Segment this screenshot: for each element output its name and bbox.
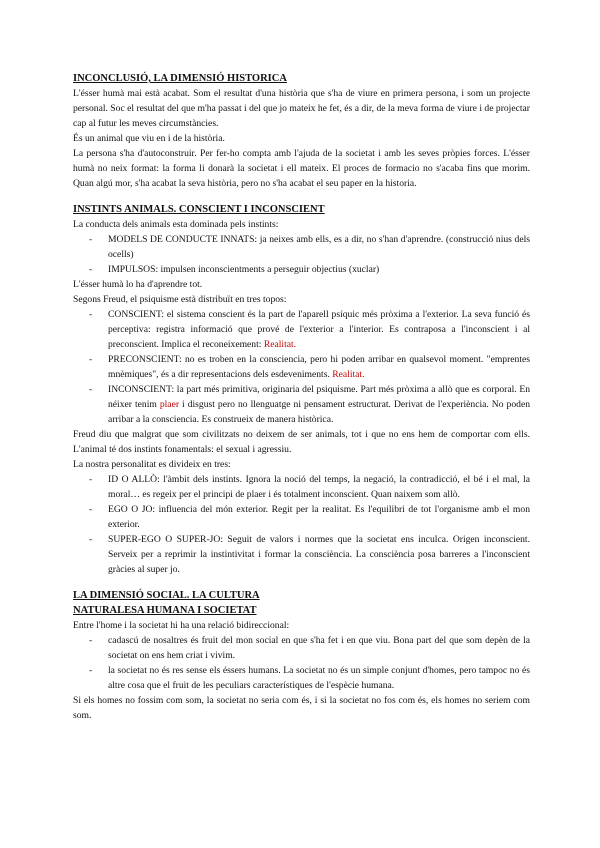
personalitat-list: [73, 472, 530, 577]
paragraph: La nostra personalitat es divideix en tres:: [73, 459, 231, 470]
section-subtitle-naturalesa: NATURALESA HUMANA I SOCIETAT: [73, 605, 257, 616]
paragraph: Segons Freud, el psiquisme està distribuït en tres topos:: [73, 294, 287, 305]
highlight-text: Realitat.: [332, 369, 365, 380]
list-item-preconscient: [73, 352, 530, 382]
list-item: - IMPULSOS: impulsen inconscientments a perseguir objectius (xuclar): [73, 262, 530, 277]
list-item: - MODELS DE CONDUCTE INNATS: ja neixes amb ells, es a dir, no s'han d'aprendre. (construcció nius dels ocells): [73, 232, 530, 262]
item-text: CONSCIENT: el sistema conscient és la part de l'aparell psíquic més pròxima a l'exterior. La seva funció és perceptiva: registra informació que prové de l'exterior a l'interior. Es contraposa a l'inconscient i al preconscient. Implica el reconeixement:: [108, 309, 530, 350]
document-page: [73, 71, 530, 723]
highlight-text: plaer: [159, 399, 180, 410]
paragraph: Entre l'home i la societat hi ha una relació bidireccional:: [73, 620, 290, 631]
list-item: - EGO O JO: influencia del món exterior. Regit per la realitat. Es l'equilibri de tot l'organisme amb el mon exterior.: [73, 502, 530, 532]
section-title-instints: INSTINTS ANIMALS. CONSCIENT I INCONSCIENT: [73, 204, 325, 215]
paragraph: La conducta dels animals esta dominada pels instints:: [73, 219, 279, 230]
paragraph: La persona s'ha d'autoconstruir. Per fer-ho compta amb l'ajuda de la societat i amb les seves pròpies forces. L'ésser humà no neix format: la forma li donarà la societat i ell mateix. El proces de formacio no s'acaba fins que morim. Quan algú mor, s'ha acabat la seva història, pero no s'ha acabat el seu paper en la historia.: [73, 148, 530, 189]
highlight-text: Realitat.: [263, 339, 297, 350]
relacio-list: [73, 633, 530, 693]
list-item: - la societat no és res sense els éssers humans. La societat no és un simple conjunt d'homes, pero tampoc no és altre cosa que el fruit de les peculiars característiques de l'espècie humana.: [73, 663, 530, 693]
list-item: - ID O ALLÒ: l'àmbit dels instints. Ignora la noció del temps, la negació, la contradicció, el bé i el mal, la moral… es regeix per el principi de plaer i és totalment inconscient. Quan naixem som allò.: [73, 472, 530, 502]
list-item: - cadascú de nosaltres és fruit del mon social en que s'ha fet i en que viu. Bona part del que som depèn de la societat on ens hem criat i vivim.: [73, 633, 530, 663]
item-text: INCONSCIENT: la part més primitiva, originaria del psiquisme. Part més pròxima a allò que es corporal. En néixer tenim: [108, 384, 530, 410]
section-title-dimensio-social: LA DIMENSIÓ SOCIAL. LA CULTURA: [73, 590, 260, 601]
item-text: PRECONSCIENT: no es troben en la consciencia, pero hi poden arribar en qualsevol moment. "emprentes mnèmiques", és a dir representacions dels esdeveniments.: [108, 354, 530, 380]
instints-list: [73, 232, 530, 277]
list-item-conscient: [73, 307, 530, 352]
paragraph: Si els homes no fossim com som, la societat no seria com és, i si la societat no fos com és, els homes no seriem com som.: [73, 695, 530, 721]
list-item: - SUPER-EGO O SUPER-JO: Seguit de valors i normes que la societat ens inculca. Origen inconscient. Serveix per a reprimir la instintivitat i formar la consciència. La consciència posa barreres a l'inconscient gràcies al super jo.: [73, 532, 530, 577]
item-text: i disgust pero no llenguatge ni pensament estructurat. Derivat de l'experiència. No poden arribar a la consciencia. Es construeix de manera històrica.: [108, 399, 530, 425]
paragraph: Freud diu que malgrat que som civilitzats no deixem de ser animals, tot i que no ens hem de comportar com ells. L'animal té dos instints fonamentals: el sexual i agressiu.: [73, 429, 530, 455]
list-item-inconscient: [73, 382, 530, 427]
paragraph: L'ésser humà mai està acabat. Som el resultat d'una història que s'ha de viure en primera persona, i som un projecte personal. Soc el resultat del que m'ha passat i del que jo mateix he fet, és a dir, de la meva forma de viure i de projectar cap al futur les meves circumstàncies.: [73, 88, 530, 129]
paragraph: És un animal que viu en i de la història.: [73, 133, 225, 144]
paragraph: L'ésser humà lo ha d'aprendre tot.: [73, 279, 203, 290]
section-title-inconclusio: INCONCLUSIÓ, LA DIMENSIÓ HISTORICA: [73, 73, 287, 84]
topos-list: [73, 307, 530, 427]
